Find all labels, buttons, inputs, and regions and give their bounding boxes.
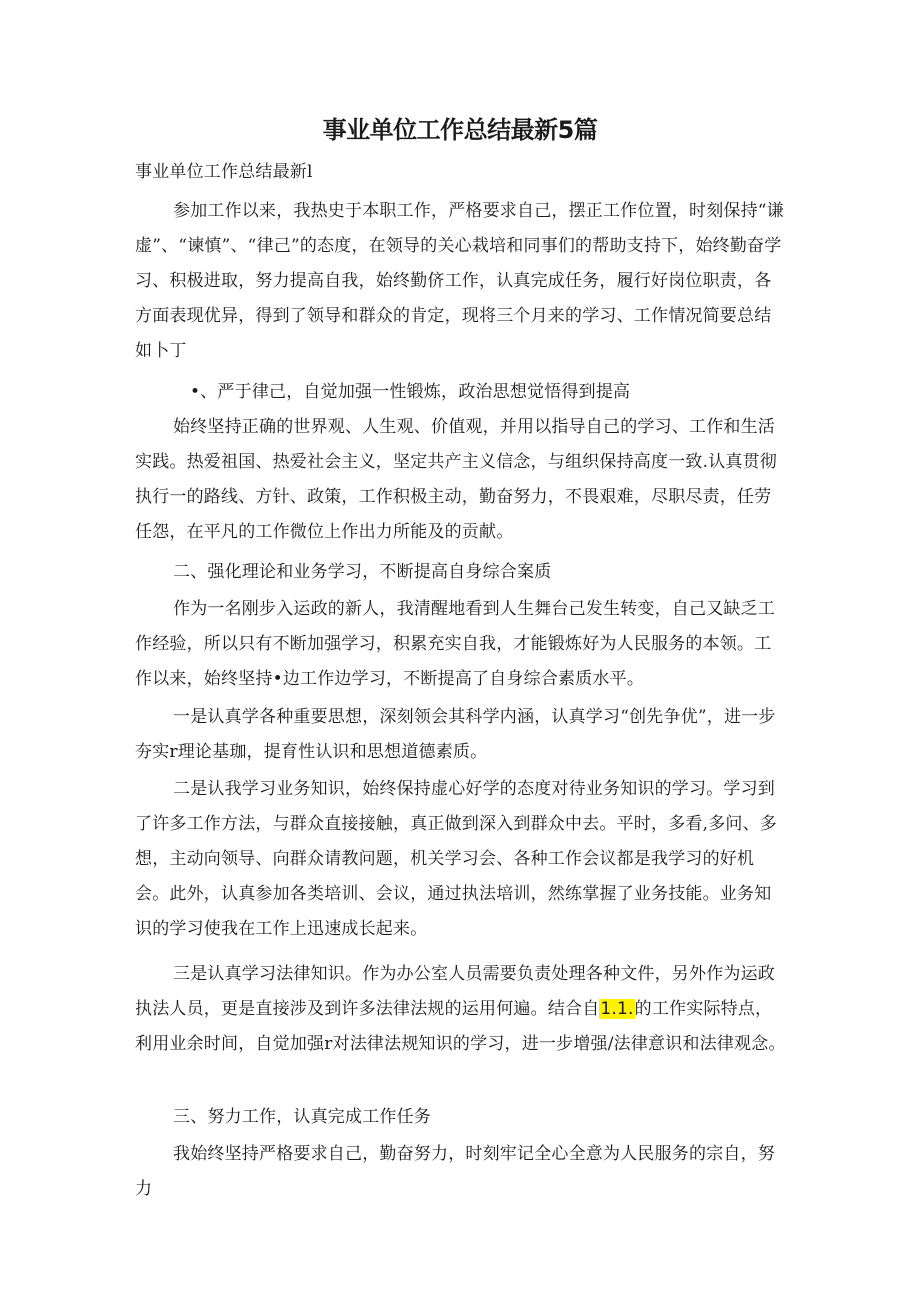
section-heading-1: •、严于律己，自觉加强一性锻炼，政治思想觉悟得到提高 [190,382,631,402]
study-point-3-text-a: 三是认真学习法律知识。作为办公室人员需要负责处理各种文件，另外作为运政执法人员，更是直接涉及到许多法律法规的运用何遍。结合自 [135,964,775,1019]
highlighted-text: 1.1. [600,999,634,1019]
study-point-2: 二是认我学习业务知识，始终保持虚心好学的态度对待业务知识的学习。学习到了许多工作方法，与群众直接接触，真正做到深入到群众中去。平时，多看,多问、多想，主动向领导、向群众请教问题，机关学习会、各种工作会议都是我学习的好机会。此外，认真参加各类培训、会议，通过执法培训，然练掌握了业务技能。业务知识的学习使我在工作上迅速成长起来。 [135,779,778,939]
document-title: 事业单位工作总结最新5篇 [322,116,598,144]
section2-paragraph: 作为一名刚步入运政的新人，我清醒地看到人生舞台己发生转变，自己又缺乏工作经验，所以只有不断加强学习，积累充实自我，才能锻炼好为人民服务的本领。工作以来，始终坚持•边工作边学习，不断提高了自身综合素质水平。 [135,599,775,689]
study-point-1: 一是认真学各种重要思想，深刻领会其科学内涵，认真学习“创先争优”，进一步夯实r理论基珈，提育性认识和思想道德素质。 [135,707,776,762]
study-point-3-text-b: 的工作实际特点，利用业余时间，自觉加强r对法律法规知识的学习，进一步增强/法律意识和法律观念。 [135,999,786,1054]
section-heading-3: 三、努力工作，认真完成工作任务 [173,1107,431,1127]
study-point-3 [135,957,787,1062]
section-heading-2: 二、强化理论和业务学习，不断提高自身综合案质 [173,562,552,582]
intro-paragraph: 参加工作以来，我热史于本职工作，严格要求自己，摆正工作位置，时刻保持“谦虚”、“谏慎”、“律己”的态度，在领导的关心栽培和同事们的帮助支持下，始终勤奋学习、积极进取，努力提高自我，始终勤侪工作，认真完成任务，履行好岗位职责，各方面表现优异，得到了领导和群众的肯定，现将三个月来的学习、工作情况简要总结如卜丁 [135,201,784,361]
section3-paragraph: 我始终坚持严格要求自己，勤奋努力，时刻牢记全心全意为人民服务的宗自，努力 [135,1144,775,1199]
document-subtitle: 事业单位工作总结最新l [135,162,313,182]
section1-paragraph: 始终坚持正确的世界观、人生观、价值观，并用以指导自己的学习、工作和生活实践。热爱祖国、热爱社会主义，坚定共产主义信念，与组织保持高度一致.认真贯彻执行一的路线、方针、政策，工作积极主动，勤奋努力，不畏艰难，尽职尽责，任劳任怨，在平凡的工作微位上作出力所能及的贡献。 [135,417,778,542]
